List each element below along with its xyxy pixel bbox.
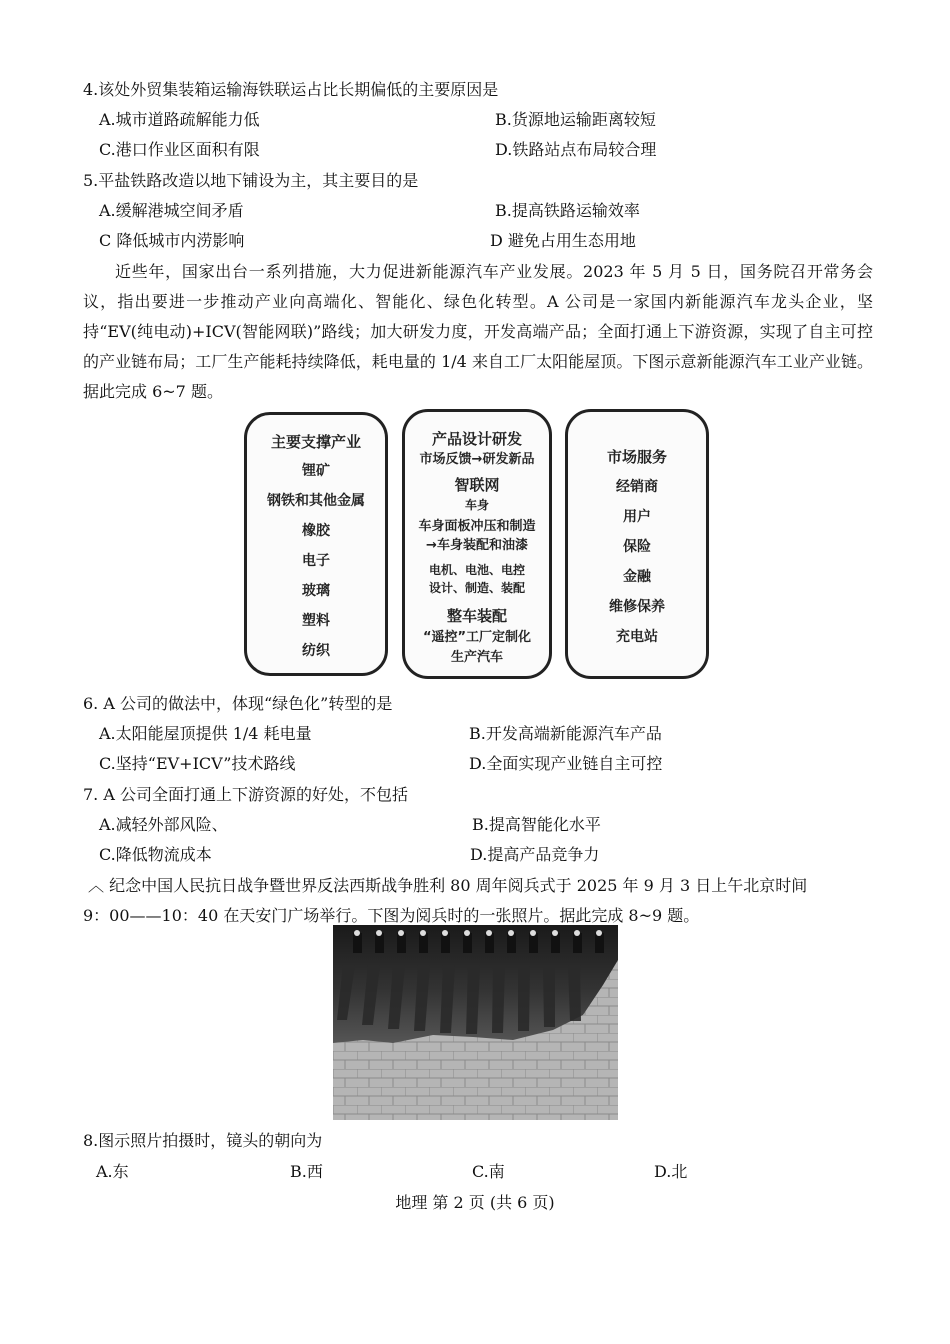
q5-option-a: A.缓解港城空间矛盾 (99, 201, 244, 220)
design-line: 车身面板冲压和制造 (418, 519, 536, 534)
page-footer: 地理 第 2 页 (共 6 页) (395, 1193, 555, 1212)
q5-option-d: D 避免占用生态用地 (490, 231, 636, 250)
q8-option-a: A.东 (96, 1162, 129, 1181)
design-line: “遥控”工厂定制化 (422, 630, 532, 645)
support-item: 电子 (302, 553, 330, 569)
support-industry-box (244, 412, 388, 676)
market-service-box (565, 409, 709, 679)
q7-option-d: D.提高产品竞争力 (470, 845, 600, 864)
market-item: 保险 (623, 539, 651, 555)
parade-photo-drawing (333, 925, 618, 1120)
q7-option-a: A.减轻外部风险、 (99, 815, 228, 834)
q8-option-d: D.北 (654, 1162, 688, 1181)
market-item: 金融 (623, 569, 651, 585)
design-line: 生产汽车 (450, 650, 503, 665)
q6-stem: 6. A 公司的做法中，体现“绿色化”转型的是 (83, 694, 393, 713)
q7-option-c: C.降低物流成本 (99, 845, 212, 864)
design-line: 智联网 (454, 476, 500, 494)
q5-option-c: C 降低城市内涝影响 (99, 231, 245, 250)
q4-option-c: C.港口作业区面积有限 (99, 140, 260, 159)
market-item: 充电站 (616, 629, 658, 645)
q4-option-a: A.城市道路疏解能力低 (99, 110, 260, 129)
support-item: 塑料 (302, 613, 330, 629)
q8-option-c: C.南 (472, 1162, 505, 1181)
q6-option-c: C.坚持“EV+ICV”技术路线 (99, 754, 296, 773)
q6-option-b: B.开发高端新能源汽车产品 (469, 724, 662, 743)
q7-stem: 7. A 公司全面打通上下游资源的好处，不包括 (83, 785, 408, 804)
q5-option-b: B.提高铁路运输效率 (495, 201, 640, 220)
design-line: 市场反馈→研发新品 (419, 452, 535, 467)
q5-stem: 5.平盐铁路改造以地下铺设为主，其主要目的是 (83, 171, 419, 190)
parade-photo (333, 925, 618, 1120)
q4-option-d: D.铁路站点布局较合理 (495, 140, 657, 159)
q8-option-b: B.西 (290, 1162, 323, 1181)
market-item: 经销商 (616, 479, 658, 495)
passage-parade-line2: 9：00——10：40 在天安门广场举行。下图为阅兵时的一张照片。据此完成 8~9 题。 (83, 906, 700, 925)
support-item: 纺织 (302, 643, 330, 659)
design-line: 电机、电池、电控 (428, 563, 525, 577)
design-title: 产品设计研发 (431, 430, 522, 448)
q7-option-b: B.提高智能化水平 (472, 815, 601, 834)
passage-ev-industry: 近些年，国家出台一系列措施，大力促进新能源汽车产业发展。2023 年 5 月 5 日，国务院召开常务会议，指出要进一步推动产业向高端化、智能化、绿色化转型。A 公司是一家国内新能源汽车龙头企业，坚持“EV(纯电动)+ICV(智能网联)”路线；加大研发力度，开发高端产品；全面打通上下游资源，实现了自主可控的产业链布局；工厂生产能耗持续降低，耗电量的 1/4 来自工厂太阳能屋顶。下图示意新能源汽车工业产业链。据此完成 6~7 题。 (83, 262, 873, 401)
design-line: 车身 (464, 498, 489, 512)
design-line: →车身装配和油漆 (426, 538, 528, 553)
q6-option-a: A.太阳能屋顶提供 1/4 耗电量 (99, 724, 312, 743)
support-item: 钢铁和其他金属 (267, 493, 365, 509)
design-line: 整车装配 (446, 607, 507, 625)
passage-parade-line1: ︿ 纪念中国人民抗日战争暨世界反法西斯战争胜利 80 周年阅兵式于 2025 年 9 月 3 日上午北京时间 (88, 876, 808, 895)
design-line: 设计、制造、装配 (428, 581, 525, 595)
support-item: 锂矿 (302, 463, 330, 479)
support-title: 主要支撑产业 (270, 433, 361, 451)
q4-option-b: B.货源地运输距离较短 (495, 110, 656, 129)
q6-option-d: D.全面实现产业链自主可控 (469, 754, 663, 773)
q8-stem: 8.图示照片拍摄时，镜头的朝向为 (83, 1131, 323, 1150)
support-item: 玻璃 (302, 583, 330, 599)
q4-stem: 4.该处外贸集装箱运输海铁联运占比长期偏低的主要原因是 (83, 80, 499, 99)
support-item: 橡胶 (302, 523, 330, 539)
market-item: 维修保养 (609, 599, 665, 615)
market-title: 市场服务 (606, 448, 667, 466)
design-rd-box (402, 409, 552, 679)
market-item: 用户 (623, 509, 651, 525)
